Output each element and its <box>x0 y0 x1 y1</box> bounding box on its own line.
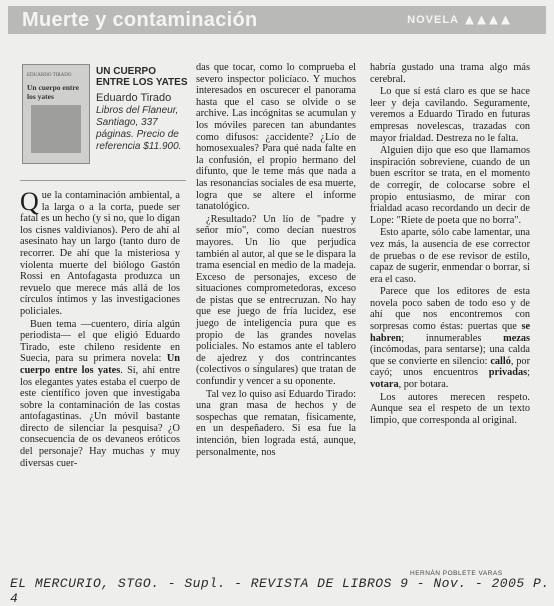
article-column-1 <box>20 187 181 470</box>
cover-title: Un cuerpo entre los yates <box>27 83 79 101</box>
erratum: calló <box>490 355 511 367</box>
erratum: se habren <box>370 321 531 344</box>
author-credit: HERNÁN POBLETE VARAS <box>410 570 503 577</box>
book-author: Eduardo Tirado <box>96 92 172 104</box>
book-cover-image <box>22 64 90 164</box>
rating-icons <box>465 16 510 25</box>
handwritten-source-note: EL MERCURIO, STGO. - Supl. - REVISTA DE LIBROS 9 - Nov. - 2005 P. 4 <box>10 576 550 606</box>
paragraph-text: . Sí, ahí entre los elegantes yates estaba el cuerpo de este científico joven que investigaba sobre la contaminación de las costas antofagastinas. ¿Un móvil bastante directo de silenciar la pesquisa? ¿O consecuencia de os devaneos eróticos del personaje? Hay muchas y muy diversas cuer- <box>20 364 180 469</box>
paragraph-text: ue la contaminación ambiental, a la larga o a la corta, puede ser fatal es un hecho (y si no, que lo digan los cisnes valdivianos). Pero de ahí al asesinato hay un largo (tanto duro de recorrer. De ahí que la misteriosa y violenta muerte del biólogo Gastón Rossi en Antofagasta produzca un revuelo que merece más allá de los círculos íntimos y las investigaciones policiales. <box>20 190 180 317</box>
article-column-2 <box>196 62 356 459</box>
paragraph-text: Parece que los editores de esta novela poco saben de todo eso y de ahí que nos encontremos con sorpresas como éstas: puertas que <box>370 286 530 333</box>
erratum: mezas <box>503 332 530 344</box>
book-meta: Libros del Flaneur, Santiago, 337 páginas. Precio de referencia $11.900. <box>96 105 182 152</box>
paragraph: Lo que sí está claro es que se hace leer y deja cavilando. Seguramente, veremos a Eduardo Tirado en futuras empresas novelescas, trazadas con mayor frialdad. Destreza no le falta. <box>370 86 530 144</box>
paragraph <box>370 286 530 390</box>
rating-mark-icon <box>489 16 498 25</box>
paragraph: habría gustado una trama algo más cerebral. <box>370 62 530 85</box>
rating-mark-icon <box>465 16 474 25</box>
erratum: privadas <box>488 367 528 379</box>
rating-mark-icon <box>477 16 486 25</box>
paragraph: das que tocar, como lo comprueba el severo inspector policíaco. Y muchos interesados en oscurecer el panorama hasta que el caso se olvide o se archive. Las incógnitas se acumulan y los móviles parecen tan abundantes como difusos: ¿accidente? ¿Lío de homosexuales? Para qué nada falte en la confusión, el propio hermano del difunto, que le teme más que nada a las resonancias sociales de esa muerte, logra que se altere el informe tanatológico. <box>196 62 356 213</box>
paragraph-text: (incómodas, para sentarse); una calda que se convierte en silencio: <box>370 344 530 367</box>
paragraph <box>20 187 180 318</box>
paragraph: Esto aparte, sólo cabe lamentar, una vez más, la ausencia de ese corrector de pruebas o de ese revisor de estilo, capaz de sugerir, enmendar o borrar, si era el caso. <box>370 227 530 285</box>
cover-author: EDUARDO TIRADO <box>27 73 72 78</box>
rating-mark-icon <box>501 16 510 25</box>
book-title: UN CUERPO ENTRE LOS YATES <box>96 66 188 88</box>
paragraph: Los autores merecen respeto. Aunque sea el respeto de un texto limpio, que corresponda al original. <box>370 391 530 426</box>
paragraph-text: , por botara. <box>398 379 449 391</box>
paragraph: Tal vez lo quiso así Eduardo Tirado: una gran masa de hechos y de sospechas que rematan, físicamente, en un despeñadero. Si esa fue la intención, bien lograda está, aunque, personalmente, nos <box>196 388 356 458</box>
divider <box>20 180 186 181</box>
paragraph: Alguien dijo que eso que llamamos inspiración sobreviene, cuando de un buen escritor se trata, en el momento de corregir, de colocarse sobre el propio entusiasmo, de mirar con frialdad acaso recordando un decir de Lope: "Riete de poeta que no borra". <box>370 145 530 226</box>
genre-tag: NOVELA <box>407 14 459 26</box>
paragraph-text: ; <box>527 367 530 379</box>
book-info <box>96 66 188 153</box>
section-title: Muerte y contaminación <box>22 8 258 31</box>
article-column-3 <box>370 62 530 427</box>
paragraph-text: Buen tema —cuentero, diría algún periodista— el que eligió Eduardo Tirado, este chileno residente en Suecia, para su primera novela: <box>20 318 180 365</box>
drop-cap: Q <box>20 187 39 216</box>
paragraph-text: , por cayó; unos encuentros <box>370 355 531 379</box>
section-header <box>8 6 546 34</box>
paragraph <box>20 319 180 470</box>
erratum: votara <box>370 379 399 391</box>
book-title-inline: Un cuerpo entre los yates <box>20 353 181 376</box>
paragraph: ¿Resultado? Un lío de "padre y señor mío", como decían nuestros mayores. Un lío que perjudica también al autor, al que se le dispara la trama esencial en medio de la madeja. Exceso de personajes, exceso de situaciones comprometedoras, exceso de pistas que se entrecruzan. No hay que ese juego de fría lucidez, ese juego de inteligencia pura que es propio de las grandes novelas policiales. No estamos ante el tablero de ajedrez y dos contrincantes (colectivos o singulares) que tratan de confundir y vencer a su oponente. <box>196 213 356 388</box>
paragraph-text: ; innumerables <box>401 332 482 344</box>
cover-art <box>31 105 81 153</box>
